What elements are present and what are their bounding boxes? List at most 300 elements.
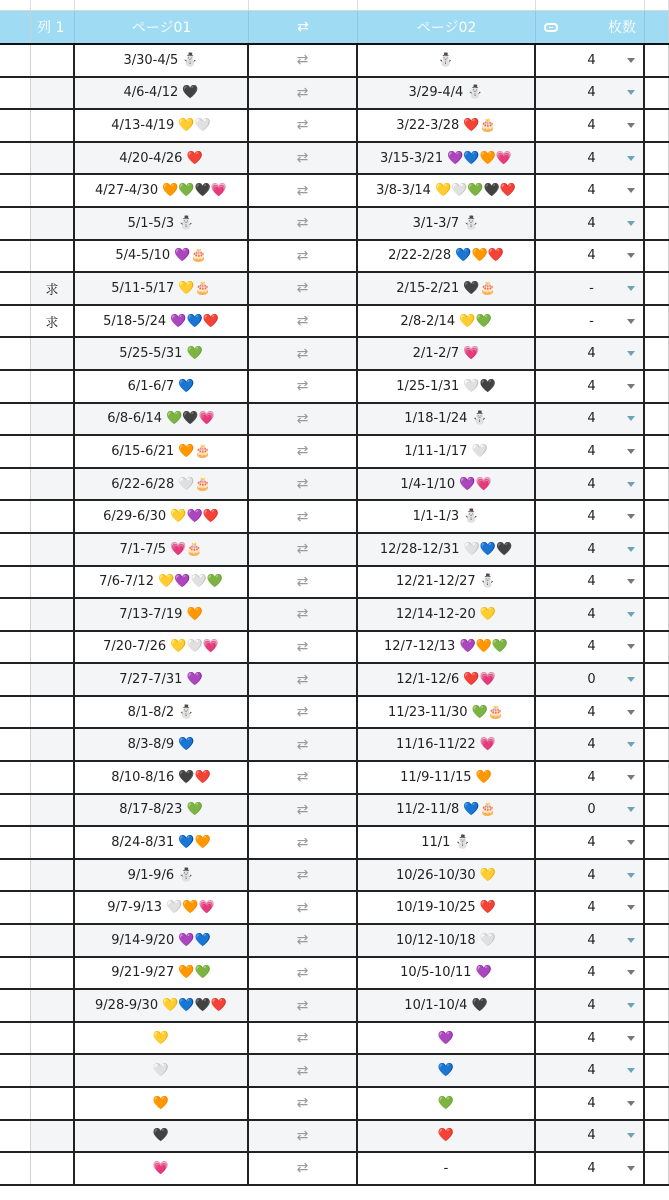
- swap-cell[interactable]: [249, 469, 358, 500]
- quantity-dropdown[interactable]: [536, 729, 645, 760]
- swap-icon: ⇄: [296, 573, 309, 590]
- swap-cell[interactable]: [249, 241, 358, 272]
- page02-cell[interactable]: [358, 990, 536, 1021]
- chevron-down-icon[interactable]: [627, 742, 635, 747]
- chevron-down-icon[interactable]: [627, 840, 635, 845]
- extra-column: [645, 697, 669, 728]
- table-row: [0, 729, 669, 762]
- quantity-dropdown[interactable]: [536, 273, 645, 304]
- mark-cell[interactable]: [31, 729, 75, 760]
- table-row: [0, 404, 669, 437]
- swap-icon: ⇄: [296, 410, 309, 427]
- chevron-down-icon[interactable]: [627, 547, 635, 552]
- quantity-dropdown[interactable]: [536, 925, 645, 956]
- page01-cell[interactable]: [75, 469, 249, 500]
- chevron-down-icon[interactable]: [627, 123, 635, 128]
- mark-cell[interactable]: [31, 371, 75, 402]
- chevron-down-icon[interactable]: [627, 221, 635, 226]
- mark-cell[interactable]: [31, 78, 75, 109]
- page01-cell[interactable]: [75, 371, 249, 402]
- mark-cell[interactable]: [31, 273, 75, 304]
- table-row: [0, 175, 669, 208]
- chevron-down-icon[interactable]: [627, 970, 635, 975]
- page02-cell[interactable]: [358, 697, 536, 728]
- page02-cell[interactable]: [358, 78, 536, 109]
- page02-text: 12/28-12/31 🤍💙🖤: [379, 541, 513, 557]
- chevron-down-icon[interactable]: [627, 775, 635, 780]
- page02-cell[interactable]: [358, 729, 536, 760]
- mark-cell[interactable]: [31, 143, 75, 174]
- page02-cell[interactable]: [358, 664, 536, 695]
- swap-cell[interactable]: [249, 306, 358, 337]
- mark-cell[interactable]: [31, 534, 75, 565]
- quantity-value: 4: [587, 215, 596, 231]
- mark-cell[interactable]: [31, 45, 75, 76]
- page01-cell[interactable]: [75, 1023, 249, 1054]
- page01-text: 4/20-4/26 ❤️: [119, 150, 203, 166]
- page01-cell[interactable]: [75, 241, 249, 272]
- swap-cell[interactable]: [249, 567, 358, 598]
- page02-cell[interactable]: [358, 175, 536, 206]
- swap-icon: ⇄: [296, 84, 309, 101]
- swap-cell[interactable]: [249, 632, 358, 663]
- swap-icon: ⇄: [296, 671, 309, 688]
- page01-text: 4/6-4/12 🖤: [123, 85, 199, 101]
- chevron-down-icon[interactable]: [627, 1101, 635, 1106]
- quantity-dropdown[interactable]: [536, 45, 645, 76]
- chevron-down-icon[interactable]: [627, 58, 635, 63]
- extra-column: [645, 143, 669, 174]
- row-gutter: [0, 1153, 31, 1184]
- page01-cell[interactable]: [75, 697, 249, 728]
- page02-cell[interactable]: [358, 1088, 536, 1119]
- page01-cell[interactable]: [75, 436, 249, 467]
- page01-cell[interactable]: [75, 1153, 249, 1184]
- page02-cell[interactable]: [358, 632, 536, 663]
- page02-cell[interactable]: [358, 762, 536, 793]
- extra-column: [645, 925, 669, 956]
- swap-cell[interactable]: [249, 501, 358, 532]
- mark-cell[interactable]: [31, 958, 75, 989]
- mark-cell[interactable]: [31, 1153, 75, 1184]
- page02-cell[interactable]: [358, 567, 536, 598]
- column-header-page02[interactable]: [358, 11, 536, 43]
- table-row: [0, 110, 669, 143]
- page01-cell[interactable]: [75, 599, 249, 630]
- table-row: [0, 1121, 669, 1154]
- swap-cell[interactable]: [249, 1153, 358, 1184]
- header-row: [0, 11, 669, 45]
- row-gutter: [0, 762, 31, 793]
- page01-text: 4/27-4/30 🧡💚🖤💗: [95, 183, 227, 199]
- extra-column: [645, 892, 669, 923]
- page01-cell[interactable]: [75, 664, 249, 695]
- page01-cell[interactable]: [75, 827, 249, 858]
- chevron-down-icon[interactable]: [627, 416, 635, 421]
- chevron-down-icon[interactable]: [627, 579, 635, 584]
- page01-cell[interactable]: [75, 762, 249, 793]
- bottom-area: [0, 1188, 669, 1200]
- extra-column: [645, 241, 669, 272]
- page02-cell[interactable]: [358, 273, 536, 304]
- page01-text: 9/14-9/20 💜💙: [111, 932, 211, 948]
- page01-cell[interactable]: [75, 632, 249, 663]
- page02-text: ❤️: [437, 1128, 455, 1144]
- swap-cell[interactable]: [249, 990, 358, 1021]
- mark-cell[interactable]: [31, 860, 75, 891]
- page02-cell[interactable]: [358, 306, 536, 337]
- mark-cell[interactable]: [31, 990, 75, 1021]
- mark-cell[interactable]: [31, 795, 75, 826]
- mark-cell[interactable]: [31, 338, 75, 369]
- mark-cell[interactable]: [31, 762, 75, 793]
- extra-column: [645, 1121, 669, 1152]
- swap-cell[interactable]: [249, 664, 358, 695]
- mark-cell[interactable]: [31, 697, 75, 728]
- column-header-swap[interactable]: [249, 11, 358, 43]
- page02-text: 11/2-11/8 💙🎂: [396, 802, 496, 818]
- quantity-dropdown[interactable]: [536, 827, 645, 858]
- quantity-value: 4: [587, 1095, 596, 1111]
- mark-cell[interactable]: [31, 892, 75, 923]
- quantity-value: 4: [587, 639, 596, 655]
- page01-cell[interactable]: [75, 1121, 249, 1152]
- swap-cell[interactable]: [249, 534, 358, 565]
- page02-text: 11/23-11/30 💚🎂: [387, 704, 505, 720]
- column-header-page02-label: ページ02: [416, 20, 477, 36]
- extra-column: [645, 306, 669, 337]
- chevron-down-icon[interactable]: [627, 1166, 635, 1171]
- page02-cell[interactable]: [358, 371, 536, 402]
- quantity-dropdown[interactable]: [536, 892, 645, 923]
- quantity-dropdown[interactable]: [536, 664, 645, 695]
- swap-cell[interactable]: [249, 208, 358, 239]
- chevron-down-icon[interactable]: [627, 612, 635, 617]
- swap-icon: ⇄: [296, 150, 309, 167]
- swap-cell[interactable]: [249, 729, 358, 760]
- row-gutter: [0, 534, 31, 565]
- mark-cell[interactable]: [31, 664, 75, 695]
- extra-column: [645, 795, 669, 826]
- page01-text: 5/18-5/24 💜💙❤️: [103, 313, 219, 329]
- quantity-dropdown[interactable]: [536, 143, 645, 174]
- mark-cell[interactable]: [31, 827, 75, 858]
- chevron-down-icon[interactable]: [627, 188, 635, 193]
- quantity-dropdown[interactable]: [536, 371, 645, 402]
- page01-cell[interactable]: [75, 110, 249, 141]
- page02-text: ⛄: [437, 52, 455, 68]
- row-gutter: [0, 404, 31, 435]
- chevron-down-icon[interactable]: [627, 319, 635, 324]
- swap-cell[interactable]: [249, 436, 358, 467]
- mark-cell[interactable]: [31, 469, 75, 500]
- quantity-dropdown[interactable]: [536, 534, 645, 565]
- quantity-dropdown[interactable]: [536, 990, 645, 1021]
- page02-cell[interactable]: [358, 892, 536, 923]
- page01-text: 7/6-7/12 💛💜🤍💚: [99, 574, 223, 590]
- row-gutter: [0, 501, 31, 532]
- page02-cell[interactable]: [358, 1055, 536, 1086]
- quantity-dropdown[interactable]: [536, 567, 645, 598]
- quantity-value: 4: [587, 900, 596, 916]
- swap-cell[interactable]: [249, 892, 358, 923]
- quantity-dropdown[interactable]: [536, 501, 645, 532]
- chevron-down-icon[interactable]: [627, 253, 635, 258]
- row-gutter: [0, 892, 31, 923]
- swap-cell[interactable]: [249, 1088, 358, 1119]
- page01-cell[interactable]: [75, 860, 249, 891]
- mark-cell[interactable]: [31, 567, 75, 598]
- mark-cell[interactable]: [31, 1121, 75, 1152]
- swap-icon: ⇄: [296, 769, 309, 786]
- mark-cell[interactable]: [31, 110, 75, 141]
- table-row: [0, 958, 669, 991]
- chevron-down-icon[interactable]: [627, 710, 635, 715]
- page01-text: 6/8-6/14 💚🖤💗: [107, 411, 215, 427]
- chevron-down-icon[interactable]: [627, 905, 635, 910]
- row-gutter: [0, 599, 31, 630]
- quantity-dropdown[interactable]: [536, 436, 645, 467]
- page02-cell[interactable]: [358, 860, 536, 891]
- swap-cell[interactable]: [249, 762, 358, 793]
- chevron-down-icon[interactable]: [627, 938, 635, 943]
- page02-cell[interactable]: [358, 1121, 536, 1152]
- mark-cell[interactable]: [31, 925, 75, 956]
- swap-icon: ⇄: [296, 638, 309, 655]
- table-row: [0, 371, 669, 404]
- swap-icon: ⇄: [296, 117, 309, 134]
- quantity-dropdown[interactable]: [536, 697, 645, 728]
- mark-cell[interactable]: [31, 1055, 75, 1086]
- swap-cell[interactable]: [249, 1121, 358, 1152]
- chevron-down-icon[interactable]: [627, 449, 635, 454]
- chevron-down-icon[interactable]: [627, 1003, 635, 1008]
- page02-cell[interactable]: [358, 110, 536, 141]
- page02-cell[interactable]: [358, 1153, 536, 1184]
- page02-text: 10/1-10/4 🖤: [404, 998, 488, 1014]
- chevron-down-icon[interactable]: [627, 1133, 635, 1138]
- quantity-value: 4: [587, 443, 596, 459]
- page02-cell[interactable]: [358, 338, 536, 369]
- mark-cell[interactable]: [31, 599, 75, 630]
- quantity-value: 4: [587, 52, 596, 68]
- swap-cell[interactable]: [249, 827, 358, 858]
- page01-cell[interactable]: [75, 338, 249, 369]
- page01-text: 5/1-5/3 ⛄: [127, 215, 195, 231]
- mark-text: 求: [45, 315, 59, 331]
- mark-cell[interactable]: [31, 241, 75, 272]
- quantity-value: 4: [587, 835, 596, 851]
- quantity-dropdown[interactable]: [536, 1055, 645, 1086]
- page02-cell[interactable]: [358, 404, 536, 435]
- swap-cell[interactable]: [249, 273, 358, 304]
- quantity-dropdown[interactable]: [536, 1153, 645, 1184]
- swap-icon: ⇄: [296, 1160, 309, 1177]
- chevron-down-icon[interactable]: [627, 677, 635, 682]
- chevron-down-icon[interactable]: [627, 514, 635, 519]
- swap-cell[interactable]: [249, 110, 358, 141]
- swap-cell[interactable]: [249, 1055, 358, 1086]
- page02-cell[interactable]: [358, 827, 536, 858]
- chevron-down-icon[interactable]: [627, 1068, 635, 1073]
- swap-cell[interactable]: [249, 45, 358, 76]
- page01-cell[interactable]: [75, 501, 249, 532]
- quantity-dropdown[interactable]: [536, 110, 645, 141]
- quantity-dropdown[interactable]: [536, 860, 645, 891]
- swap-icon: ⇄: [296, 1030, 309, 1047]
- quantity-dropdown[interactable]: [536, 795, 645, 826]
- extra-column: [645, 436, 669, 467]
- chevron-down-icon[interactable]: [627, 286, 635, 291]
- quantity-dropdown[interactable]: [536, 1088, 645, 1119]
- page02-text: 💙: [437, 1063, 455, 1079]
- column-header-1[interactable]: [31, 11, 75, 43]
- page01-text: 6/22-6/28 🤍🎂: [111, 476, 211, 492]
- swap-icon: ⇄: [296, 801, 309, 818]
- mark-cell[interactable]: [31, 208, 75, 239]
- quantity-dropdown[interactable]: [536, 1121, 645, 1152]
- swap-icon: ⇄: [296, 443, 309, 460]
- swap-icon: ⇄: [296, 1095, 309, 1112]
- page01-cell[interactable]: [75, 208, 249, 239]
- quantity-dropdown[interactable]: [536, 599, 645, 630]
- quantity-dropdown[interactable]: [536, 241, 645, 272]
- quantity-dropdown[interactable]: [536, 404, 645, 435]
- chevron-down-icon[interactable]: [627, 351, 635, 356]
- quantity-dropdown[interactable]: [536, 958, 645, 989]
- swap-cell[interactable]: [249, 404, 358, 435]
- quantity-dropdown[interactable]: [536, 338, 645, 369]
- swap-icon: ⇄: [296, 1062, 309, 1079]
- quantity-dropdown[interactable]: [536, 469, 645, 500]
- mark-cell[interactable]: [31, 306, 75, 337]
- page02-cell[interactable]: [358, 599, 536, 630]
- mark-cell[interactable]: [31, 632, 75, 663]
- page01-cell[interactable]: [75, 990, 249, 1021]
- mark-cell[interactable]: [31, 1023, 75, 1054]
- chevron-down-icon[interactable]: [627, 90, 635, 95]
- page01-cell[interactable]: [75, 404, 249, 435]
- swap-cell[interactable]: [249, 860, 358, 891]
- chevron-down-icon[interactable]: [627, 644, 635, 649]
- extra-column: [645, 338, 669, 369]
- table-row: [0, 501, 669, 534]
- filter-icon[interactable]: [544, 23, 558, 32]
- page01-text: 8/24-8/31 💙🧡: [111, 835, 211, 851]
- mark-cell[interactable]: [31, 175, 75, 206]
- chevron-down-icon[interactable]: [627, 384, 635, 389]
- page01-cell[interactable]: [75, 306, 249, 337]
- page01-text: 8/10-8/16 🖤❤️: [111, 769, 211, 785]
- page01-cell[interactable]: [75, 1055, 249, 1086]
- chevron-down-icon[interactable]: [627, 156, 635, 161]
- column-header-page01[interactable]: [75, 11, 249, 43]
- page01-cell[interactable]: [75, 958, 249, 989]
- quantity-value: 4: [587, 998, 596, 1014]
- swap-icon: ⇄: [296, 964, 309, 981]
- swap-icon: ⇄: [296, 345, 309, 362]
- quantity-dropdown[interactable]: [536, 1023, 645, 1054]
- swap-cell[interactable]: [249, 1023, 358, 1054]
- mark-cell[interactable]: [31, 501, 75, 532]
- page02-cell[interactable]: [358, 534, 536, 565]
- chevron-down-icon[interactable]: [627, 807, 635, 812]
- swap-cell[interactable]: [249, 958, 358, 989]
- page02-cell[interactable]: [358, 469, 536, 500]
- quantity-dropdown[interactable]: [536, 208, 645, 239]
- swap-cell[interactable]: [249, 925, 358, 956]
- column-header-count[interactable]: [536, 11, 645, 43]
- page02-cell[interactable]: [358, 1023, 536, 1054]
- page01-cell[interactable]: [75, 273, 249, 304]
- table-row: [0, 860, 669, 893]
- quantity-dropdown[interactable]: [536, 175, 645, 206]
- swap-cell[interactable]: [249, 338, 358, 369]
- table-row: [0, 338, 669, 371]
- swap-cell[interactable]: [249, 143, 358, 174]
- page01-cell[interactable]: [75, 925, 249, 956]
- page01-cell[interactable]: [75, 143, 249, 174]
- swap-cell[interactable]: [249, 78, 358, 109]
- extra-column: [645, 567, 669, 598]
- swap-cell[interactable]: [249, 175, 358, 206]
- mark-cell[interactable]: [31, 404, 75, 435]
- swap-cell[interactable]: [249, 371, 358, 402]
- page01-cell[interactable]: [75, 175, 249, 206]
- page01-cell[interactable]: [75, 567, 249, 598]
- chevron-down-icon[interactable]: [627, 873, 635, 878]
- row-gutter: [0, 958, 31, 989]
- swap-cell[interactable]: [249, 599, 358, 630]
- page02-cell[interactable]: [358, 241, 536, 272]
- page02-cell[interactable]: [358, 501, 536, 532]
- page01-cell[interactable]: [75, 45, 249, 76]
- page02-text: 2/8-2/14 💛💚: [400, 313, 492, 329]
- mark-cell[interactable]: [31, 436, 75, 467]
- page02-cell[interactable]: [358, 795, 536, 826]
- quantity-dropdown[interactable]: [536, 632, 645, 663]
- quantity-dropdown[interactable]: [536, 306, 645, 337]
- page01-cell[interactable]: [75, 729, 249, 760]
- page01-cell[interactable]: [75, 1088, 249, 1119]
- page02-cell[interactable]: [358, 436, 536, 467]
- page01-cell[interactable]: [75, 892, 249, 923]
- quantity-value: 4: [587, 932, 596, 948]
- quantity-dropdown[interactable]: [536, 762, 645, 793]
- page02-cell[interactable]: [358, 925, 536, 956]
- page01-cell[interactable]: [75, 534, 249, 565]
- mark-cell[interactable]: [31, 1088, 75, 1119]
- chevron-down-icon[interactable]: [627, 482, 635, 487]
- swap-icon: ⇄: [296, 378, 309, 395]
- page01-text: 💛: [152, 1030, 170, 1046]
- row-gutter: [0, 925, 31, 956]
- extra-column: [645, 827, 669, 858]
- page01-cell[interactable]: [75, 78, 249, 109]
- swap-cell[interactable]: [249, 697, 358, 728]
- chevron-down-icon[interactable]: [627, 1036, 635, 1041]
- row-gutter: [0, 241, 31, 272]
- extra-column: [645, 404, 669, 435]
- page02-cell[interactable]: [358, 143, 536, 174]
- page02-cell[interactable]: [358, 958, 536, 989]
- swap-cell[interactable]: [249, 795, 358, 826]
- page02-text: 10/26-10/30 💛: [396, 867, 496, 883]
- page01-cell[interactable]: [75, 795, 249, 826]
- page02-cell[interactable]: [358, 45, 536, 76]
- page02-cell[interactable]: [358, 208, 536, 239]
- quantity-dropdown[interactable]: [536, 78, 645, 109]
